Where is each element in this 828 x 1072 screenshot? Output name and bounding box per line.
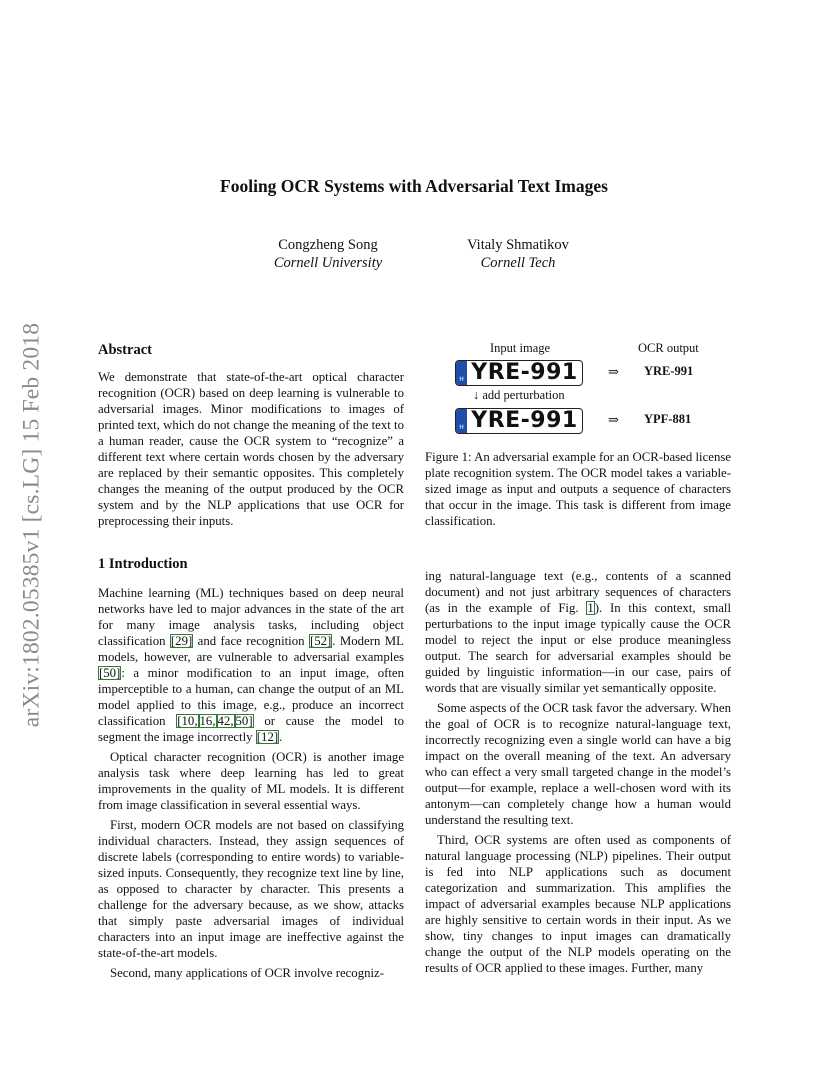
plate-country-strip: H [456, 409, 467, 433]
citation-link[interactable]: [29] [170, 634, 193, 648]
author-name: Congzheng Song [278, 237, 378, 253]
section-heading-introduction: 1 Introduction [98, 556, 188, 572]
intro-paragraph-2: Optical character recognition (OCR) is another image analysis task where deep learning has led to great improvements in the quality of ML models. It is different from image classification in several essential ways. [98, 750, 404, 812]
intro-paragraph-3: First, modern OCR models are not based on classifying individual characters. Instead, they assign sequences of discrete labels (corresponding to entire words) to variable-sized inputs. Consequently, they recognize text line by line, as opposed to character by character. This presents a challenge for the adversary because, as we show, attacks that simply paste adversarial images of individual characters into an input image are ineffective against the state-of-the-art models. [98, 818, 404, 960]
plate-number: YRE-991 [471, 360, 578, 385]
arxiv-sidebar-stamp [12, 290, 52, 760]
figure-col-output-label: OCR output [638, 341, 699, 355]
left-column [98, 585, 404, 981]
figure-col-input-label: Input image [490, 341, 551, 355]
arrow-icon: ⇒ [608, 364, 619, 379]
citation-link[interactable]: [12] [256, 730, 279, 744]
citation-link[interactable]: [52] [309, 634, 332, 648]
figure-reference-link[interactable]: 1 [587, 601, 594, 615]
right-column [425, 568, 731, 976]
citation-link[interactable]: [10, [177, 714, 198, 728]
author-affiliation: Cornell Tech [480, 255, 556, 271]
perturbation-label: ↓ add perturbation [473, 388, 565, 402]
ocr-output-original: YRE-991 [644, 364, 694, 378]
author-block-2 [430, 236, 606, 272]
author-block-1 [247, 236, 409, 272]
arxiv-id: arXiv:1802.05385v1 [cs.LG] 15 Feb 2018 [18, 322, 45, 728]
citation-link[interactable]: 16, [199, 714, 216, 728]
license-plate-original [455, 360, 583, 386]
abstract-paragraph: We demonstrate that state-of-the-art optical character recognition (OCR) based on deep learning is vulnerable to adversarial images. Minor modifications to images of printed text, which do not change the meaning of the text to a human reader, cause the OCR system to “recognize” a different text where certain words chosen by the adversary are replaced by their semantic opposites. This completely changes the meaning of the output produced by the OCR system and by the NLP applications that use OCR for preprocessing their inputs. [98, 370, 404, 528]
plate-country-strip: H [456, 361, 467, 385]
intro-paragraph-7: Third, OCR systems are often used as components of natural language processing (NLP) pipelines. Their output is fed into NLP applications such as document categorization and summarization. This amplifies the impact of adversarial examples because NLP applications are highly sensitive to certain words in their input. As we show, tiny changes to input images can dramatically change the output of the NLP models operating on the results of OCR applied to these images. Further, many [425, 833, 731, 975]
citation-link[interactable]: 42, [217, 714, 234, 728]
citation-link[interactable]: [50] [99, 666, 121, 680]
intro-paragraph-6: Some aspects of the OCR task favor the adversary. When the goal of OCR is to recognize natural-language text, incorrectly recognizing even a single world can have a big impact on the overall meaning of the text. An adversary who can effect a very small targeted change in the model’s output—for example, replace a well-chosen word with its antonym—can completely change how a human would understand the resulting text. [425, 701, 731, 827]
abstract-text [98, 369, 404, 529]
paper-title: Fooling OCR Systems with Adversarial Text Images [220, 176, 608, 196]
ocr-output-adversarial: YPF-881 [644, 412, 692, 426]
intro-paragraph-4: Second, many applications of OCR involve recogniz- [110, 966, 385, 980]
author-affiliation: Cornell University [273, 255, 383, 271]
license-plate-adversarial [455, 408, 583, 434]
citation-link[interactable]: 50] [235, 714, 253, 728]
arrow-icon: ⇒ [608, 412, 619, 427]
author-name: Vitaly Shmatikov [467, 237, 569, 253]
plate-number: YRE-991 [471, 408, 578, 433]
intro-paragraph-5: ing natural-language text (e.g., contents of a scanned document) and not just arbitrary sequences of characters (as in the example of Fig. 1). In this context, small perturbations to the input image typically cause the OCR model to reject the input or else produce meaningless output. The search for adversarial examples should be guided by linguistic information—in our case, pairs of words that are visually similar yet semantically opposite. [425, 569, 732, 695]
abstract-heading: Abstract [98, 342, 152, 358]
figure-caption: Figure 1: An adversarial example for an OCR-based license plate recognition system. The OCR model takes a variable-sized image as input and outputs a sequence of characters that occur in the image. This task is different from image classification. [425, 450, 731, 528]
intro-paragraph-1: Machine learning (ML) techniques based on deep neural networks have led to major advances in the state of the art for many image analysis tasks, including object classification [29] and face recognition [52]. Modern ML models, however, are vulnerable to adversarial examples [50]: a minor modification to an input image, often imperceptible to a human, can change the output of an ML model applied to this image, e.g., produce an incorrect classification [10, 16, 42, 50] or cause the model to segment the image incorrectly [12]. [98, 586, 404, 744]
